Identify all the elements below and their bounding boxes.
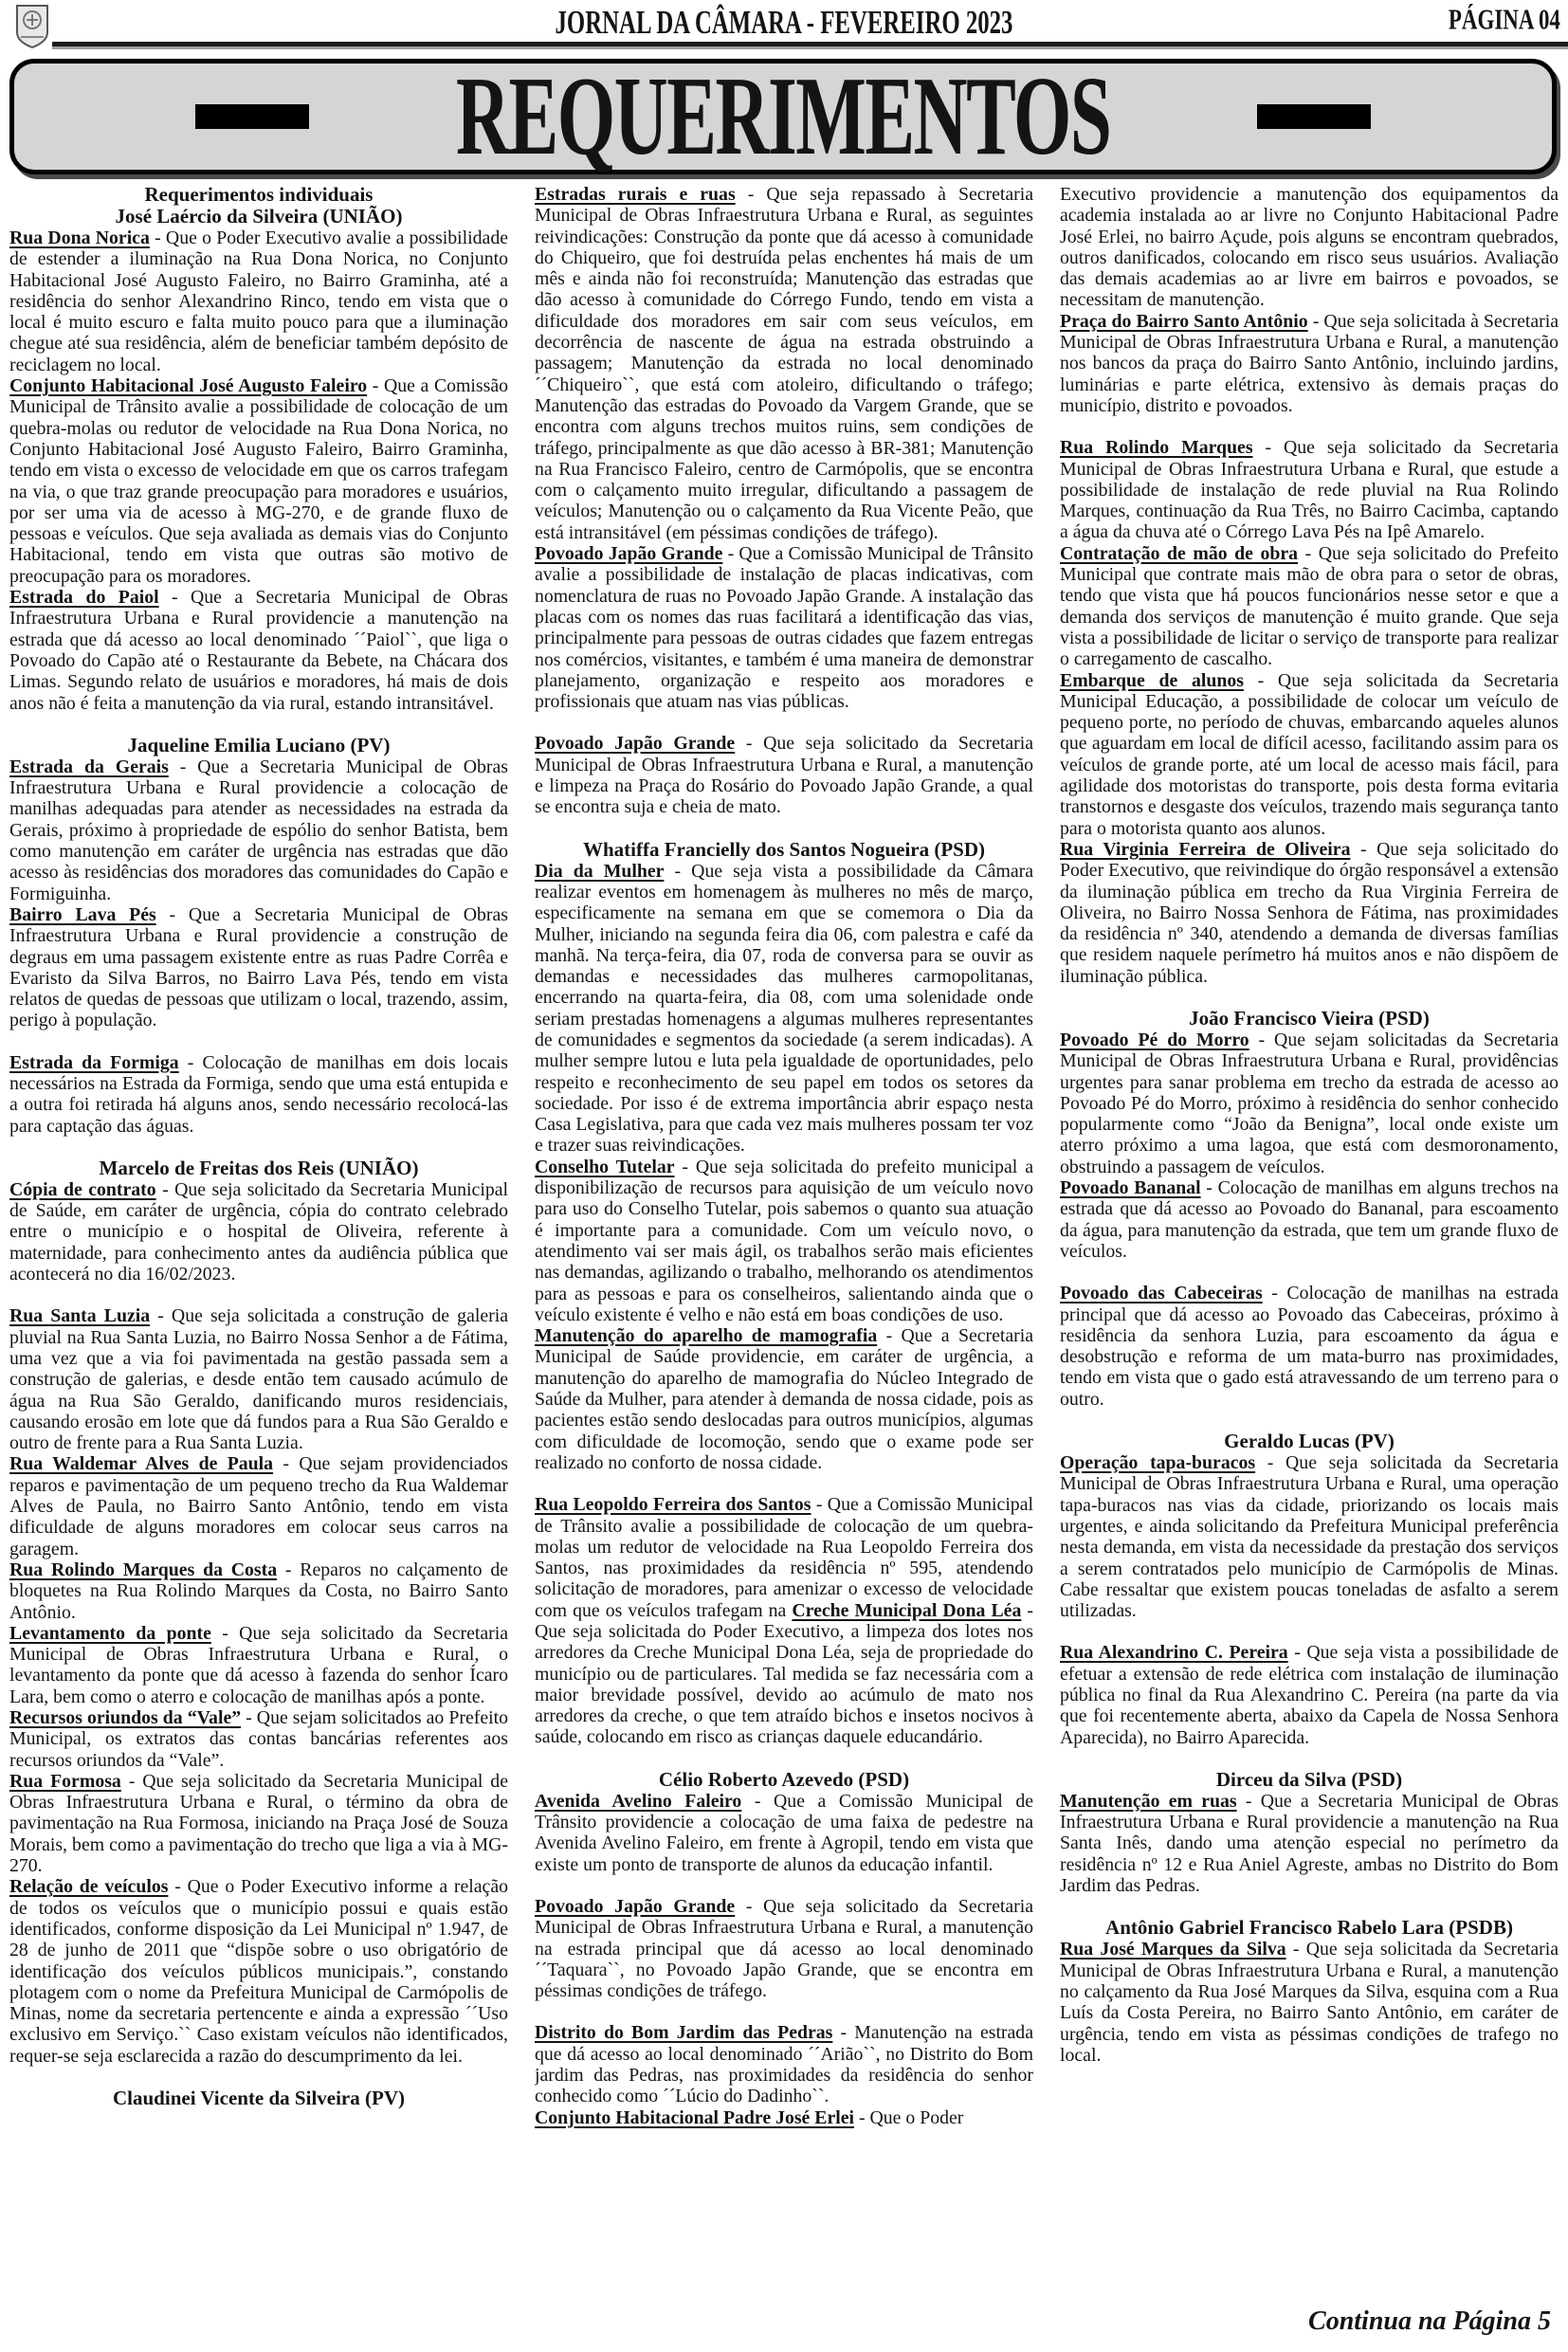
requerimento-paragraph: Povoado das Cabeceiras - Colocação de manilhas na estrada principal que dá acesso ao Povoado das Cabeceiras, próximo à residência da senhora Luzia, para escoamento da água e desobstrução e reforma de um mata-burro nas proximidades, tendo em vista que o gado está atravessando de um terreno para o outro. [1060,1283,1559,1410]
requerimento-lead: Rua Formosa [9,1770,121,1792]
section-heading: José Laércio da Silveira (UNIÃO) [115,205,403,228]
requerimento-paragraph: Conjunto Habitacional Padre José Erlei - Que o Poder [535,2106,964,2128]
requerimento-lead: Relação de veículos [9,1876,169,1898]
requerimento-lead: Estrada da Gerais [9,756,169,777]
requerimento-lead: Conjunto Habitacional José Augusto Faleiro [9,375,368,397]
requerimento-lead: Povoado Pé do Morro [1060,1029,1249,1050]
requerimento-lead: Conselho Tutelar [535,1156,675,1177]
requerimento-paragraph: Rua José Marques da Silva - Que seja solicitada da Secretaria Municipal de Obras Infraestrutura Urbana e Rural, a manutenção no calçamento da Rua José Marques da Silva, esquina com a Rua Luís da Costa Pereira, no Bairro Santo Antônio, em caráter de urgência, tendo em vista as péssimas condições de trafego no local. [1060,1939,1559,2066]
requerimento-lead: Estrada do Paiol [9,587,159,609]
requerimento-lead: Rua Leopoldo Ferreira dos Santos [535,1494,811,1516]
requerimento-paragraph: Povoado Japão Grande - Que seja solicitado da Secretaria Municipal de Obras Infraestrutura Urbana e Rural, a manutenção e limpeza na Praça do Rosário do Povoado Japão Grande, a qual se encontra suja e cheia de mato. [535,733,1033,818]
continued-on-page-note: Continua na Página 5 [1308,2306,1551,2336]
requerimento-paragraph: Estrada da Gerais - Que a Secretaria Municipal de Obras Infraestrutura Urbana e Rural providencie a colocação de manilhas adequadas para atender as necessidades na estrada da Gerais, próximo à propriedade de espólio do senhor Batista, bem como manutenção em caráter de urgência nas estradas que dão acesso às residências dos moradores das comunidades do Capão e Formiguinha. [9,756,508,904]
requerimento-paragraph: Estrada da Formiga - Colocação de manilhas em dois locais necessários na Estrada da Formiga, sendo que uma está entupida e a outra foi retirada há alguns anos, sendo necessário recolocá-las para captação das águas. [9,1051,508,1137]
requerimento-paragraph: Dia da Mulher - Que seja vista a possibilidade da Câmara realizar eventos em homenagem às mulheres no mês de março, especificamente na semana em que se comemora o Dia da Mulher, iniciando na segunda feira dia 06, com palestra e café da manhã. Na terça-feira, dia 07, roda de conversa para se ouvir as demandas e necessidades das mulheres carmopolitanas, encerrando na quarta-feira, dia 08, com uma solenidade onde seriam prestadas homenagens a algumas mulheres representantes de comunidades e segmentos da sociedade (a serem indicadas). A mulher sempre lutou e luta pela igualdade de oportunidades, pelo respeito e reconhecimento de seu papel em todos os setores da sociedade. Por isso é de extrema importância abrir espaço nesta Casa Legislativa, para que cada vez mais mulheres possam ter voz e trazer suas reivindicações. [535,860,1033,1157]
requerimento-paragraph: Rua Formosa - Que seja solicitado da Secretaria Municipal de Obras Infraestrutura Urbana e Rural, o término da obra de pavimentação na Rua Formosa, iniciando na Praça José de Souza Morais, bem como a pavimentação do trecho que liga a via à MG-270. [9,1770,508,1877]
requerimento-lead: Povoado Japão Grande [535,543,723,565]
section-heading: Antônio Gabriel Francisco Rabelo Lara (PSDB) [1105,1916,1513,1940]
section-heading: Marcelo de Freitas dos Reis (UNIÃO) [99,1156,419,1179]
requerimento-lead: Rua Waldemar Alves de Paula [9,1453,274,1475]
requerimento-paragraph: Rua Rolindo Marques da Costa - Reparos no calçamento de bloquetes na Rua Rolindo Marques da Costa, no Bairro Santo Antônio. [9,1559,508,1623]
requerimento-paragraph: Levantamento da ponte - Que seja solicitado da Secretaria Municipal de Obras Infraestrutura Urbana e Rural, o levantamento da ponte que dá acesso à fazenda do senhor Ícaro Lara, bem como o aterro e colocação de manilhas após a ponte. [9,1622,508,1707]
column-2 [535,184,1033,2352]
requerimento-paragraph: Rua Leopoldo Ferreira dos Santos - Que a Comissão Municipal de Trânsito avalie a possibilidade de colocação de um quebra-molas um redutor de velocidade na Rua Leopoldo Ferreira dos Santos, nas proximidades da residência nº 595, atendendo solicitação de moradores, para amenizar o excesso de velocidade com que os veículos trafegam na Creche Municipal Dona Léa - Que seja solicitada do Poder Executivo, a limpeza dos lotes nos arredores da Creche Municipal Dona Léa, seja de propriedade do município ou de particulares. Tal medida se faz necessária com a maior brevidade possível, devido ao acúmulo de mato nos arredores da creche, o que tem atraído bichos e insetos nocivos à saúde, colocando em risco as crianças daquele educandário. [535,1494,1033,1748]
requerimento-paragraph: Povoado Japão Grande - Que a Comissão Municipal de Trânsito avalie a possibilidade de instalação de placas indicativas, com nomenclatura de ruas no Povoado Japão Grande. A instalação das placas com os nomes das ruas facilitará a identificação das vias, principalmente para pessoas de outras cidades que fazem entregas nos comércios, visitantes, e também é uma maneira de demonstrar planejamento, organização e respeito aos moradores e profissionais que atuam nas vias públicas. [535,543,1033,713]
section-heading: Dirceu da Silva (PSD) [1215,1767,1403,1791]
requerimento-paragraph: Operação tapa-buracos - Que seja solicitada da Secretaria Municipal de Obras Infraestrutura Urbana e Rural, uma operação tapa-buracos nas vias da cidade, priorizando os locais mais urgentes, e ainda solicitando da Prefeitura Municipal preferência nesta demanda, em vista da necessidade da prestação dos serviços a serem contratados pelo município de Carmópolis de Minas. Cabe ressaltar que existem poucas toneladas de asfalto a serem utilizadas. [1060,1452,1559,1622]
requerimento-paragraph: Executivo providencie a manutenção dos equipamentos da academia instalada ao ar livre no Conjunto Habitacional Padre José Erlei, no bairro Açude, pois alguns se encontram quebrados, outros danificados, colocando em risco seus usuários. Avaliação das demais academias ao ar livre em bairros e povoados, se necessitam de manutenção. [1060,184,1559,311]
section-heading: Geraldo Lucas (PV) [1224,1430,1395,1453]
requerimento-lead: Conjunto Habitacional Padre José Erlei [535,2106,855,2128]
section-heading: Jaqueline Emilia Luciano (PV) [127,733,391,757]
requerimento-lead: Estradas rurais e ruas [535,184,736,205]
requerimento-lead: Embarque de alunos [1060,669,1244,691]
requerimento-lead: Rua Dona Norica [9,228,150,248]
requerimento-lead: Distrito do Bom Jardim das Pedras [535,2022,833,2044]
requerimento-lead: Manutenção do aparelho de mamografia [535,1325,878,1347]
section-heading: Claudinei Vicente da Silveira (PV) [113,2087,405,2110]
section-heading: Célio Roberto Azevedo (PSD) [658,1767,910,1791]
requerimento-paragraph: Distrito do Bom Jardim das Pedras - Manutenção na estrada que dá acesso ao local denominado ´´Arião``, no Distrito do Bom jardim das Pedras, nas proximidades da residência do senhor conhecido como ´´Lúcio do Dadinho``. [535,2022,1033,2107]
requerimento-lead: Creche Municipal Dona Léa [792,1599,1022,1621]
requerimento-paragraph: Manutenção em ruas - Que a Secretaria Municipal de Obras Infraestrutura Urbana e Rural providencie a manutenção na Rua Santa Inês, dando uma atenção especial no perímetro da residência nº 12 e Rua Aniel Agreste, ambas no Distrito do Bom Jardim das Pedras. [1060,1790,1559,1897]
requerimento-paragraph: Rua Alexandrino C. Pereira - Que seja vista a possibilidade de efetuar a extensão de rede elétrica com instalação de iluminação pública no final da Rua Alexandrino C. Pereira (na parte da via que foi recentemente aberta, abaixo da Capela de Nossa Senhora Aparecida), no Bairro Aparecida. [1060,1642,1559,1748]
requerimento-paragraph: Povoado Bananal - Colocação de manilhas em alguns trechos na estrada que dá acesso ao Povoado do Bananal, para escoamento da água, para manutenção da estrada, que tem um grande fluxo de veículos. [1060,1177,1559,1262]
requerimento-lead: Recursos oriundos da “Vale” [9,1707,242,1728]
requerimento-paragraph: Bairro Lava Pés - Que a Secretaria Municipal de Obras Infraestrutura Urbana e Rural providencie a construção de degraus em uma passagem existente entre as ruas Padre Corrêa e Evaristo da Silva Barros, no Bairro Lava Pés, tendo em vista relatos de quedas de pessoas que utilizam o local, trazendo, assim, perigo à população. [9,903,508,1031]
requerimento-paragraph: Povoado Japão Grande - Que seja solicitado da Secretaria Municipal de Obras Infraestrutura Urbana e Rural, a manutenção na estrada principal que dá acesso ao local denominado ´´Taquara``, no Povoado Japão Grande, que se encontra em péssimas condições de tráfego. [535,1895,1033,2002]
header-rule [52,42,1568,46]
requerimento-lead: Bairro Lava Pés [9,903,156,925]
requerimento-lead: Povoado das Cabeceiras [1060,1283,1263,1304]
requerimento-paragraph: Manutenção do aparelho de mamografia - Que a Secretaria Municipal de Saúde providencie, em caráter de urgência, a manutenção do aparelho de mamografia do Núcleo Integrado de Saúde da Mulher, para atender à demanda de nossa cidade, pois as pacientes estão sendo deslocadas para outros municípios, algumas com dificuldade de locomoção, sendo que o exame pode ser realizado no conforto de nossa cidade. [535,1325,1033,1473]
title-dash-right [1257,104,1371,129]
requerimento-paragraph: Rua Rolindo Marques - Que seja solicitado da Secretaria Municipal de Obras Infraestrutura Urbana e Rural, que estude a possibilidade de instalação de rede pluvial na Rua Rolindo Marques, continuação da Rua Três, no Bairro Cacimba, captando a água da chuva até o Córrego Lava Pés na Ipê Amarelo. [1060,437,1559,543]
requerimento-lead: Rua Alexandrino C. Pereira [1060,1642,1288,1664]
section-heading: Whatiffa Francielly dos Santos Nogueira (PSD) [582,837,986,861]
requerimento-lead: Rua Rolindo Marques da Costa [9,1559,278,1580]
section-title: REQUERIMENTOS [455,53,1111,178]
camara-crest-icon [13,3,51,50]
requerimento-lead: Rua Virginia Ferreira de Oliveira [1060,838,1351,860]
section-heading: João Francisco Vieira (PSD) [1189,1006,1430,1030]
page-number: PÁGINA 04 [1448,4,1560,37]
masthead-title: JORNAL DA CÂMARA - FEVEREIRO 2023 [555,3,1013,42]
requerimento-lead: Avenida Avelino Faleiro [535,1790,742,1812]
requerimento-lead: Operação tapa-buracos [1060,1452,1256,1474]
requerimento-paragraph: Estrada do Paiol - Que a Secretaria Municipal de Obras Infraestrutura Urbana e Rural providencie a manutenção na estrada que dá acesso ao local denominado ´´Paiol``, que liga o Povoado do Capão até o Restaurante da Bebete, na Chácara dos Limas. Segundo relato de usuários e moradores, há mais de dois anos não é feita a manutenção da via rural, estando intransitável. [9,587,508,714]
requerimento-paragraph: Recursos oriundos da “Vale” - Que sejam solicitados ao Prefeito Municipal, os extratos das contas bancárias referentes aos recursos oriundos da “Vale”. [9,1707,508,1771]
requerimento-paragraph: Embarque de alunos - Que seja solicitada da Secretaria Municipal Educação, a possibilidade de colocar um veículo de pequeno porte, no período de chuvas, embarcando aqueles alunos que aguardam em local de difícil acesso, facilitando assim para os veículos de grande porte, até um local de acesso mais fácil, para agilidade dos motoristas do transporte, pois desta forma evitaria transtornos e desgaste dos veículos, trazendo mais segurança tanto para o motorista quanto aos alunos. [1060,669,1559,839]
section-heading: Requerimentos individuais [144,184,374,206]
requerimento-lead: Rua José Marques da Silva [1060,1939,1286,1960]
requerimento-paragraph: Estradas rurais e ruas - Que seja repassado à Secretaria Municipal de Obras Infraestrutura Urbana e Rural, as seguintes reivindicações: Construção da ponte que dá acesso à comunidade do Chiqueiro, que foi destruída pelas enchentes há mais de um mês e ainda não foi reconstruída; Manutenção das estradas que dão acesso à comunidade do Córrego Fundo, tendo em vista a dificuldade dos moradores em sair com seus veículos, em decorrência de nascente de água na estrada obstruindo a passagem; Manutenção da estrada no local denominado ´´Chiqueiro``, que está com atoleiro, dificultando o tráfego; Manutenção das estradas do Povoado da Vargem Grande, que se encontra com alguns trechos muitos ruins, sem condições de tráfego, principalmente as que dão acesso à BR-381; Manutenção na Rua Francisco Faleiro, centro de Carmópolis, que se encontra com o calçamento muito irregular, dificultando a passagem de veículos; Manutenção ou o calçamento da Rua Vicente Peão, que está intransitável (em péssimas condições de tráfego). [535,184,1033,543]
column-3 [1060,184,1559,2352]
requerimento-lead: Cópia de contrato [9,1178,156,1200]
requerimento-paragraph: Conjunto Habitacional José Augusto Faleiro - Que a Comissão Municipal de Trânsito avalie a possibilidade de colocação de um quebra-molas ou redutor de velocidade na Rua Dona Norica, no Conjunto Habitacional José Augusto Faleiro, Bairro Graminha, tendo em vista o excesso de velocidade em que os carros trafegam na via, o que traz grande preocupação para moradores e usuários, por ser uma via de acesso à MG-270, e de grande fluxo de pessoas e veículos. Que seja avaliada as demais vias do Conjunto Habitacional, tendo em vista que outras são motivo de preocupação para os moradores. [9,375,508,587]
requerimento-lead: Rua Santa Luzia [9,1305,151,1327]
requerimento-paragraph: Conselho Tutelar - Que seja solicitada do prefeito municipal a disponibilização de recursos para aquisição de um veículo novo para uso do Conselho Tutelar, pois sabemos o quanto sua atuação é importante para a comunidade. Com um veículo novo, o atendimento vai ser mais ágil, os trabalhos serão mais eficientes nas demandas, agilizando o trabalho, melhorando os atendimentos para as pessoas e para os conselheiros, salientando ainda que o veículo existente é velho e não está em boas condições de uso. [535,1156,1033,1325]
requerimento-paragraph: Contratação de mão de obra - Que seja solicitado do Prefeito Municipal que contrate mais mão de obra para o setor de obras, tendo que vista que há poucos funcionários nesse setor e que a demanda dos serviços de manutenção é muito grande. Que seja vista a possibilidade de licitar o serviço de transporte para realizar o carregamento de cascalho. [1060,542,1559,670]
requerimento-lead: Povoado Japão Grande [535,1895,736,1917]
requerimento-lead: Manutenção em ruas [1060,1790,1237,1812]
requerimento-paragraph: Avenida Avelino Faleiro - Que a Comissão Municipal de Trânsito providencie a colocação de uma faixa de pedestre na Avenida Avelino Faleiro, em frente à Agropil, tendo em vista que existe um ponto de transporte de alunos da educação infantil. [535,1790,1033,1875]
requerimento-lead: Contratação de mão de obra [1060,542,1299,564]
article-columns [9,184,1559,2352]
requerimento-paragraph: Rua Waldemar Alves de Paula - Que sejam providenciados reparos e pavimentação de um pequeno trecho da Rua Waldemar Alves de Paula, no Bairro Santo Antônio, tendo em vista dificuldade de alguns moradores em colocar seus carros na garagem. [9,1453,508,1559]
requerimento-paragraph: Rua Dona Norica - Que o Poder Executivo avalie a possibilidade de estender a iluminação na Rua Dona Norica, no Conjunto Habitacional José Augusto Faleiro, no Bairro Graminha, até a residência do senhor Alexandrino Rinco, tendo em vista que o local é muito escuro e falta muito pouco para que a iluminação chegue até sua residência, além de beneficiar também depósito de reciclagem no local. [9,228,508,375]
requerimento-paragraph: Rua Virginia Ferreira de Oliveira - Que seja solicitado do Poder Executivo, que reivindique do órgão responsável a extensão da iluminação pública em trecho da Rua Virginia Ferreira de Oliveira, no Bairro Nossa Senhora de Fátima, nas proximidades da residência nº 340, atendendo a demanda de diversas famílias que residem naquele perímetro há muitos anos e não dispõem de iluminação pública. [1060,838,1559,987]
requerimento-lead: Povoado Bananal [1060,1177,1201,1199]
requerimento-paragraph: Cópia de contrato - Que seja solicitado da Secretaria Municipal de Saúde, em caráter de urgência, cópia do contrato celebrado entre o município e o hospital de Oliveira, referente à maternidade, para conhecimento antes da audiência pública que acontecerá no dia 16/02/2023. [9,1178,508,1285]
requerimento-lead: Estrada da Formiga [9,1051,179,1073]
requerimento-lead: Povoado Japão Grande [535,733,736,755]
title-dash-left [195,104,309,129]
requerimento-lead: Rua Rolindo Marques [1060,437,1253,459]
column-1 [9,184,508,2352]
requerimento-lead: Dia da Mulher [535,860,665,882]
requerimento-lead: Praça do Bairro Santo Antônio [1060,310,1308,332]
requerimento-paragraph: Rua Santa Luzia - Que seja solicitada a construção de galeria pluvial na Rua Santa Luzia, no Bairro Nossa Senhor a de Fátima, uma vez que a via foi pavimentada na gestão passada sem a construção de galerias, e desde então tem causado acúmulo de água na Rua São Geraldo, danificando muros residenciais, causando erosão em lote que dá fundos para a Rua São Geraldo e outro de frente para a Rua Santa Luzia. [9,1305,508,1454]
section-title-box [9,53,1557,178]
requerimento-paragraph: Praça do Bairro Santo Antônio - Que seja solicitada à Secretaria Municipal de Obras Infraestrutura Urbana e Rural, a manutenção nos bancos da praça do Bairro Santo Antônio, incluindo jardins, luminárias e parte elétrica, extensivo às demais praças do município, distrito e povoados. [1060,310,1559,416]
requerimento-lead: Levantamento da ponte [9,1622,211,1644]
requerimento-paragraph: Relação de veículos - Que o Poder Executivo informe a relação de todos os veículos que o município possui e quais estão identificados, conforme disposição da Lei Municipal nº 1.947, de 28 de junho de 2011 que “dispõe sobre o uso obrigatório de identificação dos veículos públicos municipais.”, constando plotagem com o nome da Prefeitura Municipal de Carmópolis de Minas, nome da secretaria pertencente e ainda a expressão ´´Uso exclusivo em Serviço.`` Caso existam veículos não identificados, requer-se seja esclarecida a razão do descumprimento da lei. [9,1876,508,2067]
requerimento-paragraph: Povoado Pé do Morro - Que sejam solicitadas da Secretaria Municipal de Obras Infraestrutura Urbana e Rural, providências urgentes para sanar problema em trecho da estrada de acesso ao Povoado Pé do Morro, próximo à residência do senhor conhecido popularmente como “João da Benigna”, local onde existe um aterro próximo a uma lagoa, que está com desmoronamento, obstruindo a passagem de veículos. [1060,1029,1559,1177]
